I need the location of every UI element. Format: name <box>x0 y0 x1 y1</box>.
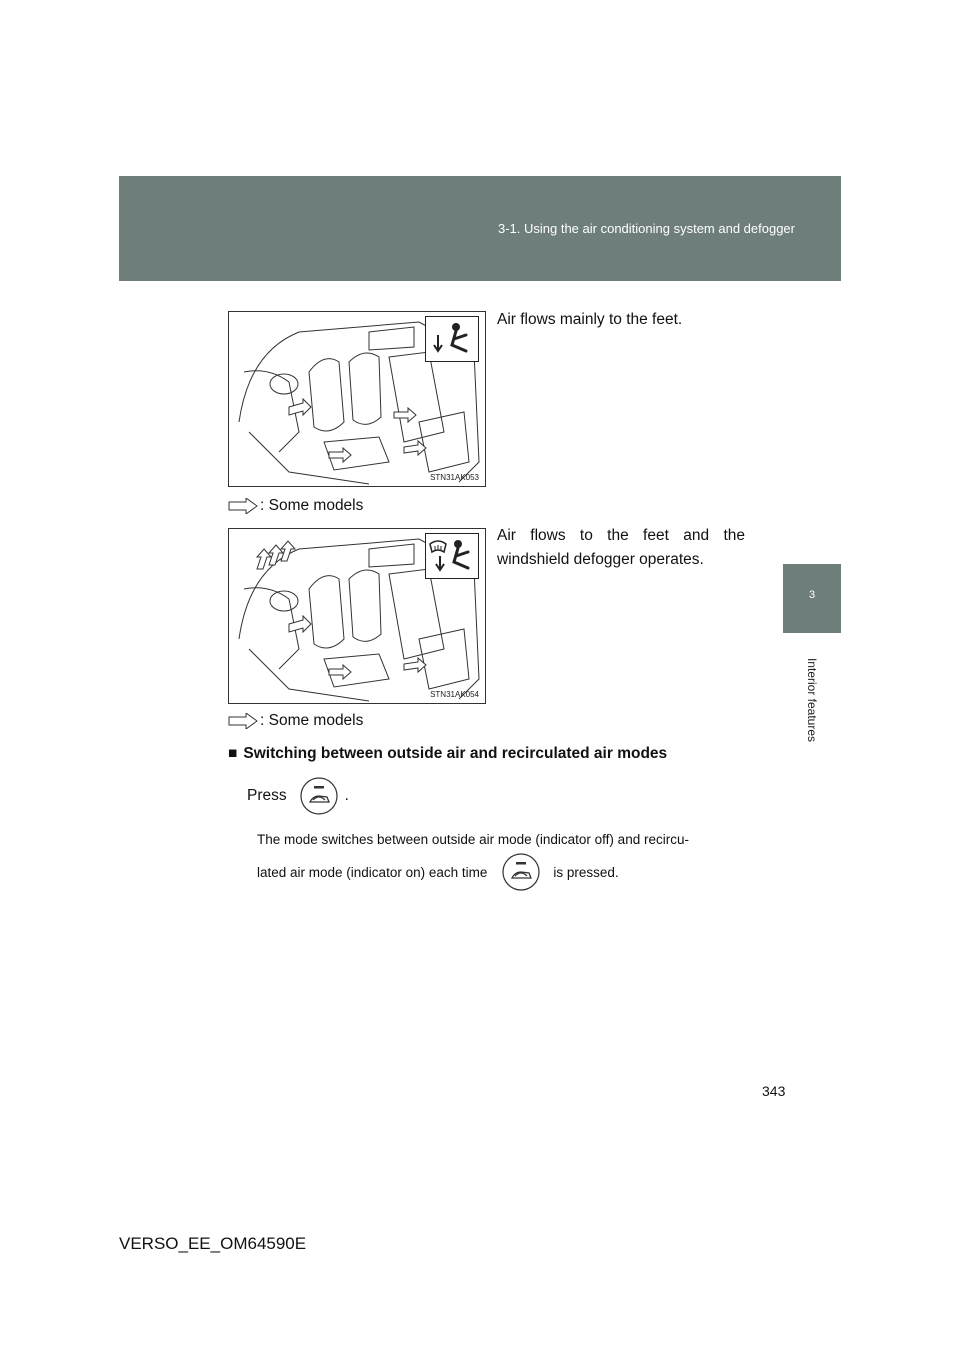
line2-suffix: is pressed. <box>553 864 619 880</box>
chapter-number: 3 <box>808 589 816 601</box>
chapter-title: 3-1. Using the air conditioning system and defogger <box>497 221 795 236</box>
feet-defog-airflow-icon <box>425 533 479 579</box>
chapter-tab-label: Interior features <box>805 657 819 743</box>
some-models-arrow-icon <box>228 498 258 514</box>
chapter-header <box>119 176 841 281</box>
section-heading-text: Switching between outside air and recirculated air modes <box>243 745 668 762</box>
note-text: : Some models <box>260 497 364 514</box>
press-prefix: Press <box>247 787 287 804</box>
some-models-note <box>228 712 363 730</box>
press-instruction <box>247 776 349 816</box>
figure-code: STN31AK054 <box>430 690 479 699</box>
section-heading <box>228 745 667 763</box>
figure-feet-defog-mode <box>228 528 486 704</box>
some-models-arrow-icon <box>228 713 258 729</box>
line2-prefix: lated air mode (indicator on) each time <box>257 864 488 880</box>
feet-airflow-icon <box>425 316 479 362</box>
note-text: : Some models <box>260 712 364 729</box>
figure-feet-mode <box>228 311 486 487</box>
mode-switch-text-line1: The mode switches between outside air mode (indicator off) and recircu- <box>257 832 689 847</box>
press-suffix: . <box>344 787 349 804</box>
feet-mode-description: Air flows mainly to the feet. <box>497 311 683 328</box>
section-bullet: ■ <box>228 745 238 762</box>
document-id: VERSO_EE_OM64590E <box>119 1234 307 1253</box>
feet-defog-mode-description: Air flows to the feet and the windshield defogger operates. <box>497 527 745 568</box>
figure-code: STN31AK053 <box>430 473 479 482</box>
chapter-tab <box>783 564 841 633</box>
recirculation-button-icon <box>299 776 339 816</box>
some-models-note <box>228 497 363 515</box>
page-number: 343 <box>762 1083 786 1099</box>
mode-switch-text-line2 <box>257 852 619 892</box>
recirculation-button-icon <box>501 852 541 892</box>
